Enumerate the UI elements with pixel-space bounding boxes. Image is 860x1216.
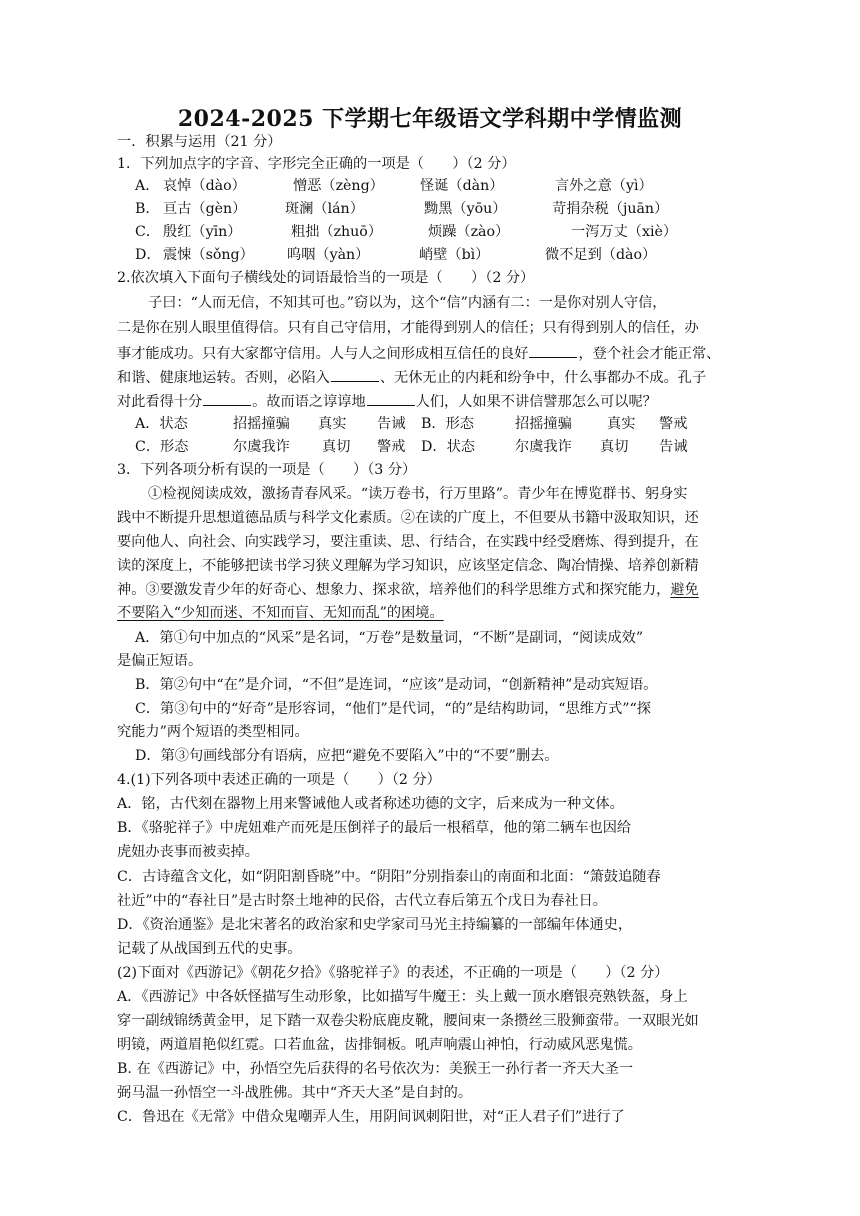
passage-text: 神。③要激发青少年的好奇心、想象力、探求欲，培养他们的科学思维方式和探究能力， bbox=[117, 582, 671, 598]
option-item: 亘古（gèn） bbox=[163, 201, 247, 217]
passage-line bbox=[117, 603, 444, 623]
option-item: 一泻万丈（xiè） bbox=[571, 224, 678, 240]
option-item: 斑澜（lán） bbox=[285, 201, 364, 217]
option-item: 哀悼（dào） bbox=[163, 178, 246, 194]
question-3-option-c-cont: 究能力”两个短语的类型相同。 bbox=[117, 724, 309, 740]
underlined-text: 不要陷入“少知而迷、不知而盲、无知而乱”的困境。 bbox=[117, 605, 444, 621]
question-4-1-option-d: D．《资治通鉴》是北宋著名的政治家和史学家司马光主持编纂的一部编年体通史， bbox=[117, 917, 633, 933]
passage-line: 践中不断提升思想道德品质与科学文化素质。②在读的广度上，不但要从书籍中汲取知识，还 bbox=[117, 510, 699, 526]
question-2-stem: 2.依次填入下面句子横线处的词语最恰当的一项是（ ）（2 分） bbox=[117, 270, 535, 286]
passage-text: 和谐、健康地运转。否则，必陷入 bbox=[117, 370, 330, 386]
option-b-word-1: B．形态 bbox=[421, 416, 474, 432]
passage-text: ，登个社会才能正常、 bbox=[578, 346, 721, 362]
option-c-word-4: 警戒 bbox=[377, 439, 406, 455]
question-4-2-stem: (2)下面对《西游记》《朝花夕拾》《骆驼祥子》的表述，不正确的一项是（ ）（2 分） bbox=[117, 965, 669, 981]
question-1-stem: 1．下列加点字的字音、字形完全正确的一项是（ ）（2 分） bbox=[117, 156, 516, 172]
question-4-2-option-a-cont: 明镜，两道眉艳似红霓。口若血盆，齿排铜板。吼声响震山神怕，行动威风恶鬼慌。 bbox=[117, 1037, 642, 1053]
option-item: 烦躁（zào） bbox=[428, 224, 510, 240]
fill-blank-3[interactable] bbox=[203, 391, 251, 406]
option-a-word-4: 告诫 bbox=[377, 416, 406, 432]
exam-title: 2024-2025 下学期七年级语文学科期中学情监测 bbox=[177, 106, 683, 132]
passage-line: 二是你在别人眼里值得信。只有自己守信用，才能得到别人的信任；只有得到别人的信任，办 bbox=[117, 320, 699, 336]
option-c-word-2: 尔虞我诈 bbox=[233, 439, 290, 455]
question-3-option-b: B．第②句中“在”是介词，“不但”是连词，“应该”是动词，“创新精神”是动宾短语。 bbox=[135, 677, 658, 693]
option-item: 粗拙（zhuō） bbox=[291, 224, 383, 240]
option-d-word-1: D．状态 bbox=[421, 439, 475, 455]
question-4-2-option-b: B. 在《西游记》中，孙悟空先后获得的名号依次为：美猴王一孙行者一齐天大圣一 bbox=[117, 1061, 634, 1077]
question-3-option-d: D．第③句画线部分有语病，应把“避免不要陷入”中的“不要”删去。 bbox=[135, 748, 559, 764]
question-4-2-option-a: A．《西游记》中各妖怪描写生动形象，比如描写牛魔王：头上戴一顶水磨银亮熟铁盔，身上 bbox=[117, 989, 688, 1005]
question-3-option-a-cont: 是偏正短语。 bbox=[117, 653, 203, 669]
option-item: 震悚（sǒng） bbox=[163, 247, 254, 263]
passage-text: 事才能成功。只有大家都守信用。人与人之间形成相互信任的良好 bbox=[117, 346, 529, 362]
question-4-2-option-c: C．鲁迅在《无常》中借众鬼嘲弄人生，用阴间讽刺阳世，对“正人君子们”进行了 bbox=[117, 1109, 625, 1125]
question-4-1-option-d-cont: 记载了从战国到五代的史事。 bbox=[117, 941, 302, 957]
option-a-word-2: 招摇撞骗 bbox=[233, 416, 290, 432]
passage-line bbox=[117, 367, 706, 388]
passage-line: 要向他人、向社会、向实践学习，要注重读、思、行结合，在实践中经受磨炼、得到提升，在 bbox=[117, 534, 699, 550]
question-3-option-c: C．第③句中的“好奇”是形容词，“他们”是代词，“的”是结构助词，“思维方式”“探 bbox=[135, 701, 651, 717]
fill-blank-1[interactable] bbox=[529, 343, 577, 358]
question-4-1-option-a: A．铭，古代刻在器物上用来警诫他人或者称述功德的文字，后来成为一种文体。 bbox=[117, 796, 624, 812]
option-item: 微不足到（dào） bbox=[545, 247, 657, 263]
option-label: C． bbox=[135, 224, 161, 240]
passage-line bbox=[117, 580, 699, 600]
option-b-word-3: 真实 bbox=[607, 416, 636, 432]
underlined-text: 避免 bbox=[670, 582, 699, 598]
question-4-1-option-b: B．《骆驼祥子》中虎妞难产而死是压倒祥子的最后一根稻草，他的第二辆车也因给 bbox=[117, 820, 632, 836]
question-4-1-option-c: C．古诗蕴含文化，如“阴阳割昏晓”中。“阴阳”分别指泰山的南面和北面：“箫鼓追随春 bbox=[117, 869, 661, 885]
question-4-2-option-a-cont: 穿一副绒锦绣黄金甲，足下踏一双卷尖粉底鹿皮靴，腰间束一条攒丝三股狮蛮带。一双眼光如 bbox=[117, 1013, 699, 1029]
option-c-word-3: 真切 bbox=[322, 439, 351, 455]
question-4-1-option-c-cont: 社近”中的“春社日”是古时祭土地神的民俗，古代立春后第五个戊日为春社日。 bbox=[117, 893, 607, 909]
section-heading: 一．积累与运用（21 分） bbox=[117, 134, 282, 150]
passage-text: 。故而语之谆谆地 bbox=[252, 394, 366, 410]
option-a-word-1: A．状态 bbox=[135, 416, 188, 432]
option-label: A． bbox=[135, 178, 160, 194]
option-item: 呜咽（yàn） bbox=[287, 247, 370, 263]
passage-text: 、无休无止的内耗和纷争中，什么事都办不成。孔子 bbox=[379, 370, 707, 386]
passage-line bbox=[117, 343, 720, 364]
question-4-1-option-b-cont: 虎妞办丧事而被卖掉。 bbox=[117, 844, 259, 860]
option-label: D． bbox=[135, 247, 161, 263]
option-d-word-4: 告诫 bbox=[659, 439, 688, 455]
option-d-word-2: 尔虞我诈 bbox=[515, 439, 572, 455]
option-b-word-2: 招摇撞骗 bbox=[515, 416, 572, 432]
option-item: 黝黑（yōu） bbox=[424, 201, 507, 217]
question-3-option-a: A．第①句中加点的“风采”是名词，“万卷”是数量词，“不断”是副词，“阅读成效” bbox=[135, 630, 644, 646]
option-item: 殷红（yīn） bbox=[163, 224, 242, 240]
passage-text: 对此看得十分 bbox=[117, 394, 203, 410]
option-item: 言外之意（yì） bbox=[555, 178, 653, 194]
passage-line bbox=[117, 391, 657, 412]
option-b-word-4: 警戒 bbox=[659, 416, 688, 432]
passage-line: 读的深度上，不能够把读书学习狭义理解为学习知识，应该坚定信念、陶冶情操、培养创新精 bbox=[117, 558, 699, 574]
option-item: 怪诞（dàn） bbox=[420, 178, 504, 194]
option-label: B． bbox=[135, 201, 160, 217]
fill-blank-4[interactable] bbox=[367, 391, 415, 406]
option-c-word-1: C．形态 bbox=[135, 439, 189, 455]
question-3-stem: 3．下列各项分析有误的一项是（ ）（3 分） bbox=[117, 462, 417, 478]
option-a-word-3: 真实 bbox=[318, 416, 347, 432]
question-4-2-option-b-cont: 弼马温一孙悟空一斗战胜佛。其中“齐天大圣”是自封的。 bbox=[117, 1085, 473, 1101]
fill-blank-2[interactable] bbox=[331, 367, 379, 382]
option-item: 苛捐杂税（juān） bbox=[552, 201, 669, 217]
passage-line: 子曰：“人而无信，不知其可也。”窃以为，这个“信”内涵有二：一是你对别人守信， bbox=[148, 295, 667, 311]
passage-line: ①检视阅读成效，激扬青春风采。“读万卷书，行万里路”。青少年在博览群书、躬身实 bbox=[148, 486, 688, 502]
question-4-1-stem: 4.(1)下列各项中表述正确的一项是（ ）（2 分） bbox=[117, 772, 441, 788]
option-item: 憎恶（zèng） bbox=[293, 178, 384, 194]
option-item: 峭壁（bì） bbox=[419, 247, 490, 263]
passage-text: 人们，人如果不讲信譬那怎么可以呢？ bbox=[415, 394, 657, 410]
option-d-word-3: 真切 bbox=[600, 439, 629, 455]
